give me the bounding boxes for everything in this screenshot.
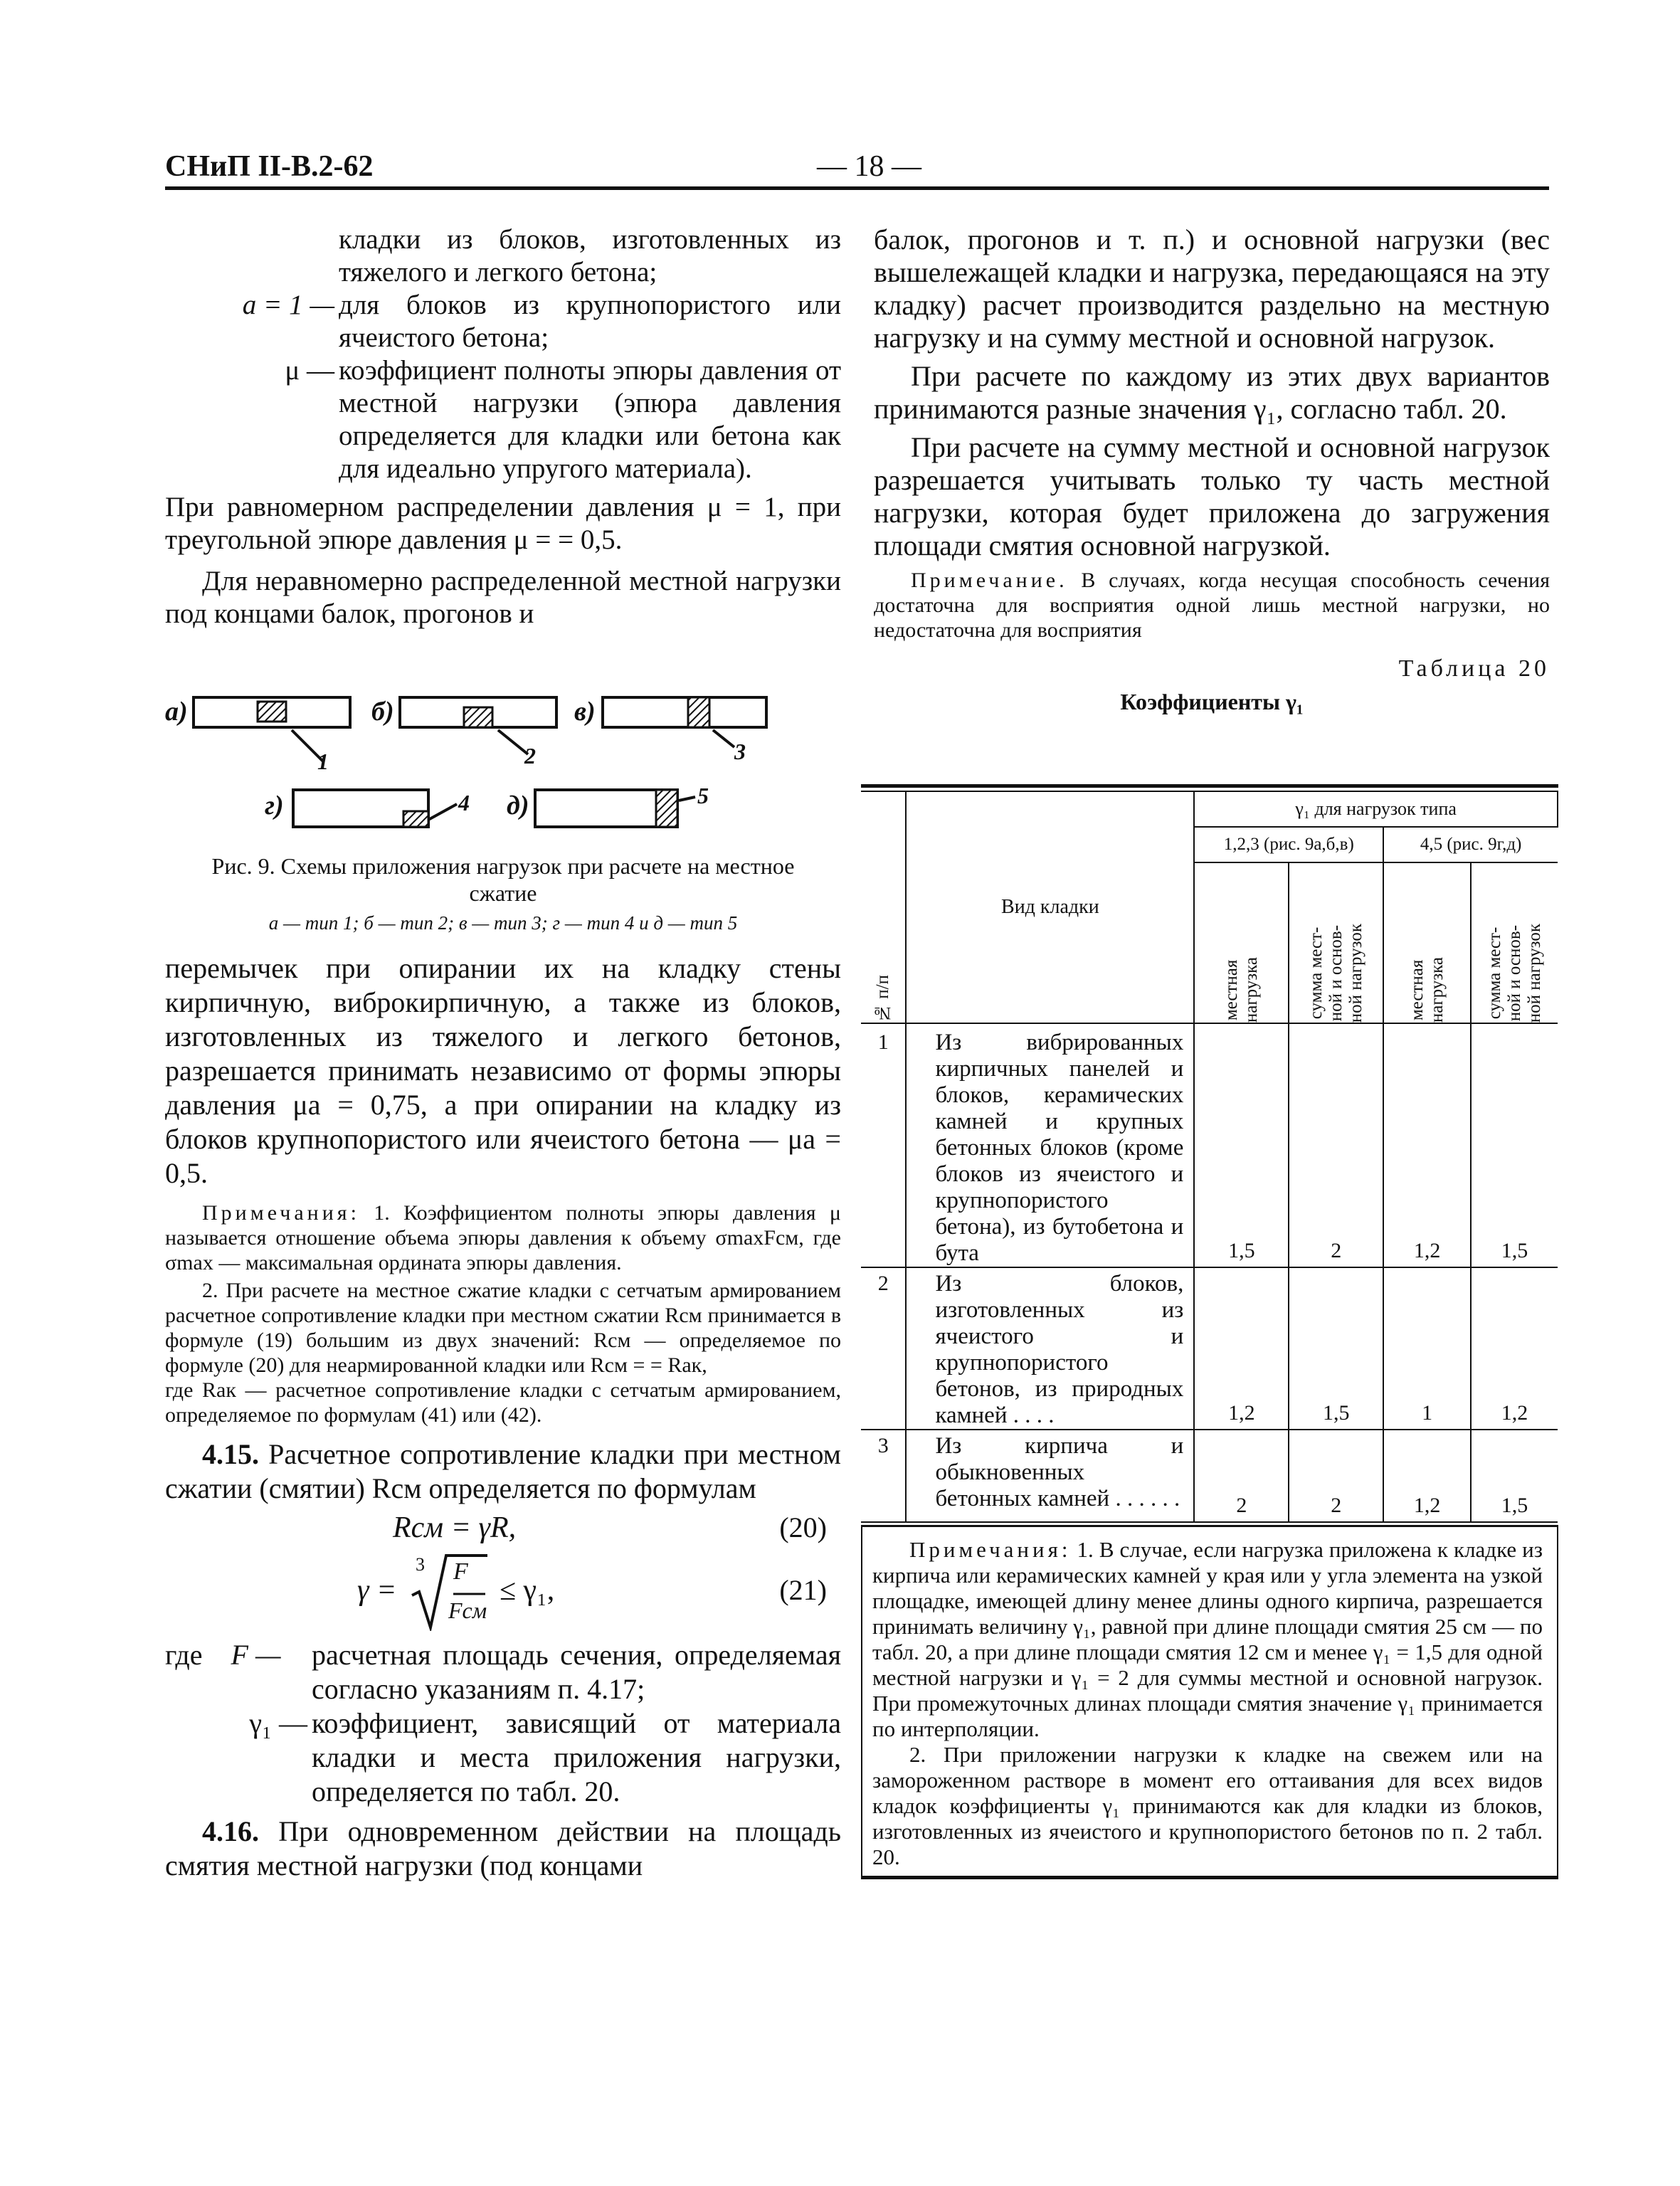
note-2: 2. При расчете на местное сжатие кладки с сетчатым армированием расчетное сопротивление кладки при местном сжатии Rсм принимается в формуле (19) большим из двух значений: Rсм — определяемое по формуле (20) для неармированной кладки или Rсм = = Rак, (165, 1279, 841, 1377)
paragraph-after-figure: перемычек при опирании их на кладку стены кирпичную, виброкирпичную, а также из блоков, изготовленных из тяжелого и легкого бетонов, разрешается принимать независимо от формы эпюры давления μa = 0,75, а при опирании на кладку из блоков крупнопористого или ячеистого бетона — μa = 0,5. (165, 952, 841, 1189)
section-4-16: 4.16. При одновременном действии на площадь смятия местной нагрузки (под концами (165, 1815, 842, 1881)
right-column (874, 223, 1550, 718)
header-local-2: местная нагрузка (1383, 862, 1471, 1023)
formula-21-rhs: ≤ γ₁, (500, 1574, 555, 1607)
paragraph-nonuniform: Для неравномерно распределенной местной нагрузки под концами балок, прогонов и (165, 566, 841, 629)
right-note: Примечание. В случаях, когда несущая способность сечения достаточна для восприятия одной лишь местной нагрузки, но недостаточна для восприятия (874, 569, 1550, 642)
scheme-b-load (464, 707, 492, 727)
header-kind: Вид кладки (906, 791, 1194, 1023)
note-2-continued: где Rак — расчетное сопротивление кладки с сетчатым армированием, определяемое по формулам (41) или (42). (165, 1378, 841, 1427)
formula-20-number: (20) (779, 1511, 827, 1543)
header-sum-1: сумма мест- ной и основ- ной нагрузок (1289, 862, 1383, 1023)
table-label: Таблица 20 (1398, 655, 1550, 682)
table-header-row (861, 791, 1558, 827)
notes-title: Примечания: (202, 1201, 360, 1225)
document-code: СНиП II-В.2-62 (165, 150, 374, 183)
formula-20-expr: Rсм = γR, (393, 1511, 517, 1544)
fig-label-b: б) (371, 697, 394, 727)
fig-number-3: 3 (734, 739, 746, 764)
header-types-1-3: 1,2,3 (рис. 9а,б,в) (1194, 827, 1383, 862)
left-column-lower (165, 852, 841, 1883)
scheme-v-load (688, 697, 709, 727)
header-types-4-5: 4,5 (рис. 9г,д) (1383, 827, 1558, 862)
formula-20 (165, 1509, 841, 1548)
table-notes (861, 1527, 1558, 1876)
paragraph-2: При расчете по каждому из этих двух вариантов принимаются разные значения γ₁, согласно табл. 20. (874, 360, 1550, 425)
table-row: 3 Из кирпича и обыкновенных бетонных камней . . . . . . 2 2 1,2 1,5 (861, 1430, 1558, 1522)
formula-21 (165, 1548, 841, 1634)
where-definition: где F — расчетная площадь сечения, определяемая согласно указаниям п. 4.17; (165, 1639, 841, 1705)
fig-label-d: д) (507, 791, 529, 820)
where-definition: γ₁ — коэффициент, зависящий от материала кладки и места приложения нагрузки, определяется по табл. 20. (249, 1707, 841, 1807)
formula-21-number: (21) (779, 1574, 827, 1606)
scheme-g-load (403, 811, 428, 827)
figure-9 (165, 683, 841, 847)
table-note-1: Примечания: 1. В случае, если нагрузка приложена к кладке из кирпича или керамических камней у края или у угла элемента на узкой площадке, имеющей длину менее длины одного кирпича, разрешается принимать величину γ₁, равной при длине площади смятия 25 см — по табл. 20, а при длине площади смятия 12 см и менее γ₁ = 1,5 для одной местной нагрузки и γ₁ = 2 для суммы местной и основной нагрузок. При промежуточных длинах площади смятия значение γ₁ принимается по интерполяции. (872, 1537, 1543, 1741)
formula-21-numerator: F (453, 1558, 468, 1585)
coefficients-table (861, 791, 1558, 1523)
fig-label-g: г) (265, 791, 284, 820)
fig-label-a: а) (165, 697, 188, 727)
paragraph-3: При расчете на сумму местной и основной нагрузок разрешается учитывать только ту часть местной нагрузки, которая будет приложена до загружения площади смятия основной нагрузкой. (874, 431, 1550, 561)
table-20 (861, 784, 1558, 1879)
formula-21-root-index: 3 (416, 1554, 425, 1575)
paragraph-1: балок, прогонов и т. п.) и основной нагрузки (вес вышележащей кладки и нагрузка, передающаяся на эту кладку) расчет производится раздельно на местную нагрузку и на сумму местной и основной нагрузок. (874, 223, 1550, 354)
fig-number-2: 2 (524, 743, 536, 769)
figure-legend: а — тип 1; б — тип 2; в — тип 3; г — тип 4 и д — тип 5 (268, 912, 738, 934)
fig-number-5: 5 (697, 783, 709, 808)
left-column (165, 223, 841, 630)
table-note-2: 2. При приложении нагрузки к кладке на свежем или на замороженном растворе в момент его оттаивания для всех видов кладок коэффициенты γ₁ принимаются как для кладки из блоков, изготовленных из ячеистого и крупнопористого бетонов по п. 2 табл. 20. (872, 1742, 1543, 1869)
table-title: Коэффициенты γ₁ (1120, 689, 1304, 714)
scheme-v-beam (603, 697, 766, 727)
header-number: № п/п (861, 791, 906, 1023)
header-local-1: местная нагрузка (1194, 862, 1289, 1023)
load-schemes-diagram (165, 683, 841, 847)
header-sum-2: сумма мест- ной и основ- ной нагрузок (1471, 862, 1558, 1023)
page-number: — 18 — (817, 150, 921, 183)
definition-item: кладки из блоков, изготовленных из тяжелого и легкого бетона; (339, 224, 841, 287)
table-row: 2 Из блоков, изготовленных из ячеистого и крупнопористого бетонов, из природных камней . . . . 1,2 1,5 1 1,2 (861, 1267, 1558, 1430)
header-group: γ₁ для нагрузок типа (1194, 791, 1558, 827)
section-4-15: 4.15. Расчетное сопротивление кладки при местном сжатии (смятии) Rсм определяется по формулам (165, 1438, 841, 1504)
fig-number-4: 4 (458, 790, 470, 815)
formula-21-gamma: γ = (357, 1574, 397, 1607)
table-row: 1 Из вибрированных кирпичных панелей и блоков, керамических камней и крупных бетонных блоков (кроме блоков из ячеистого и крупнопористого бетона), из бутобетона и бута 1,5 2 1,2 1,5 (861, 1023, 1558, 1267)
header-rule (165, 186, 1549, 190)
figure-caption: Рис. 9. Схемы приложения нагрузок при расчете на местное сжатие (211, 853, 795, 906)
fig-number-1: 1 (317, 749, 329, 774)
definition-item: μ — коэффициент полноты эпюры давления от местной нагрузки (эпюра давления определяется для кладки или бетона как для идеально упругого материала). (285, 355, 841, 484)
formula-21-denominator: Fсм (448, 1598, 487, 1623)
scheme-a-load (258, 702, 286, 722)
definition-item: a = 1 — для блоков из крупнопористого или ячеистого бетона; (242, 290, 841, 353)
paragraph-uniform: При равномерном распределении давления μ = 1, при треугольной эпюре давления μ = = 0,5. (165, 492, 841, 555)
fig-label-v: в) (574, 697, 596, 727)
scheme-d-load (656, 790, 677, 827)
note-1: Примечания: 1. Коэффициентом полноты эпюры давления μ называется отношение объема эпюры давления к объему σmaxFсм, где σmax — максимальная ордината эпюры давления. (165, 1201, 841, 1274)
